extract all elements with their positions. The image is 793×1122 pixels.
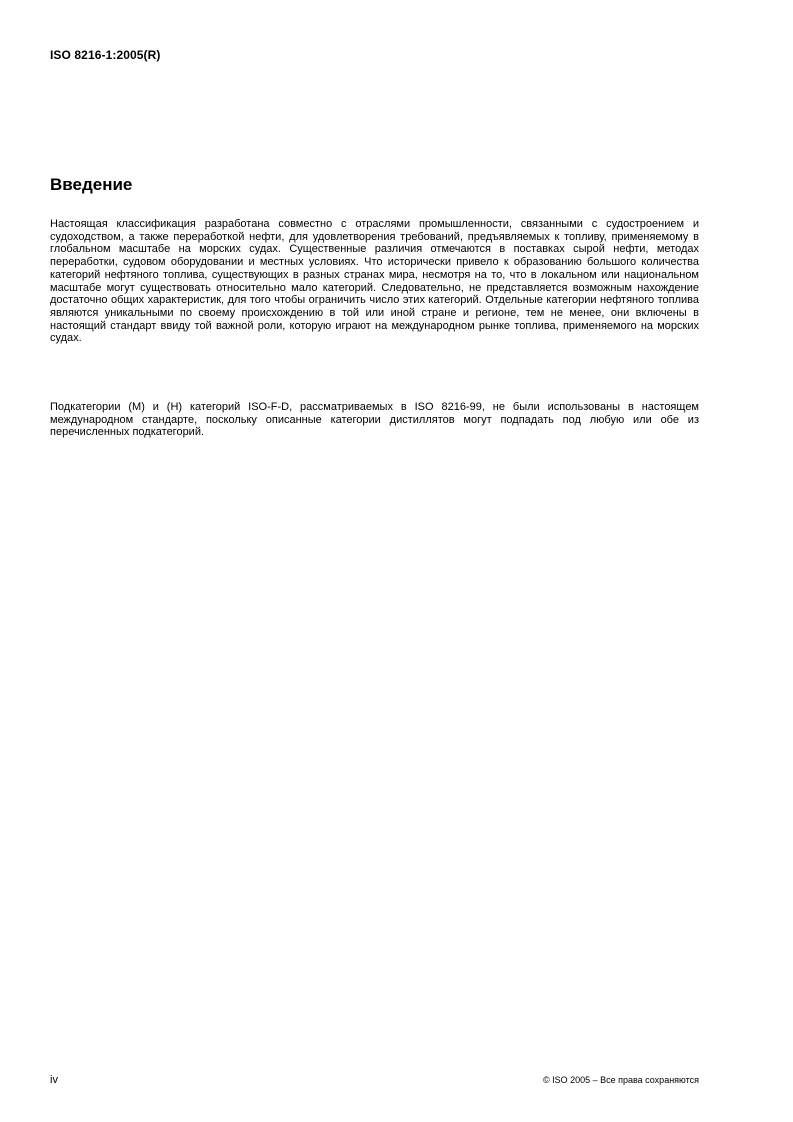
section-title: Введение xyxy=(50,175,133,194)
page-number: iv xyxy=(50,1074,58,1086)
document-code: ISO 8216-1:2005(R) xyxy=(50,48,161,62)
copyright-notice: © ISO 2005 – Все права сохраняются xyxy=(542,1075,699,1085)
intro-paragraph-1: Настоящая классификация разработана совместно с отраслями промышленности, связанными с судостроением и судоходством, а также переработкой нефти, для удовлетворения требований, предъявляемых к топливу, применяемому в глобальном масштабе на морских судах. Существенные различия отмечаются в поставках сырой нефти, методах переработки, судовом оборудовании и местных условиях. Что исторически привело к образованию большого количества категорий нефтяного топлива, существующих в разных странах мира, несмотря на то, что в локальном или национальном масштабе могут существовать относительно мало категорий. Следовательно, не представляется возможным нахождение достаточно общих характеристик, для того чтобы ограничить число этих категорий. Отдельные категории нефтяного топлива являются уникальными по своему происхождению в той или иной стране и регионе, тем не менее, они включены в настоящий стандарт ввиду той важной роли, которую играют на международном рынке топлива, применяемого на морских судах. xyxy=(50,218,699,345)
intro-paragraph-2: Подкатегории (M) и (H) категорий ISO-F-D, рассматриваемых в ISO 8216-99, не были использованы в настоящем международном стандарте, поскольку описанные категории дистиллятов могут подпадать под любую или обе из перечисленных подкатегорий. xyxy=(50,401,699,439)
